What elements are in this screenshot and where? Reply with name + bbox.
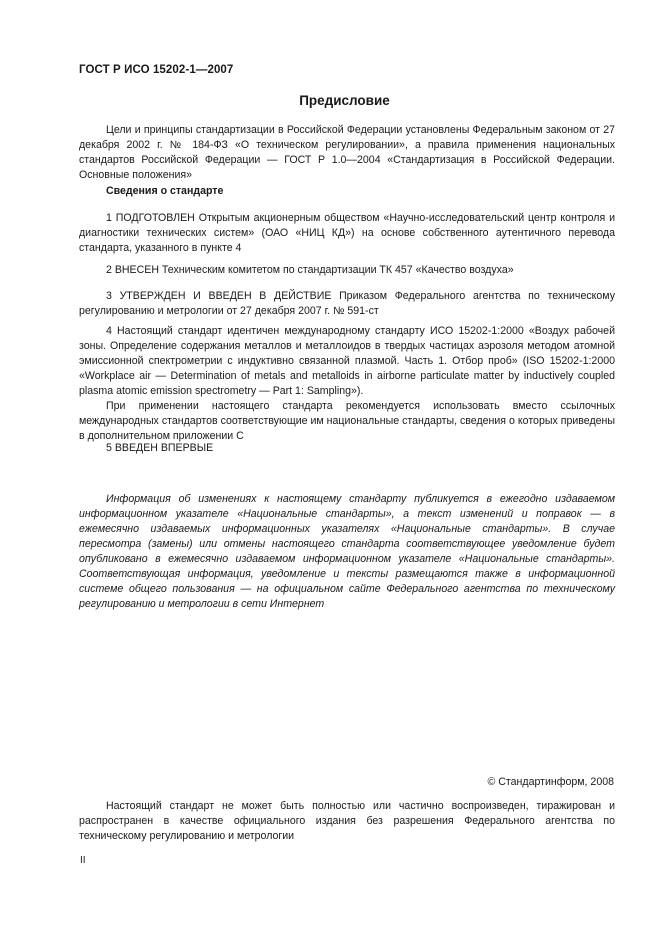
page-number: II	[80, 855, 86, 866]
changes-notice: Информация об изменениях к настоящему стандарту публикуется в ежегодно издаваемом информационном указателе «Национальные стандарты», а текст изменений и поправок — в ежемесячно издаваемых информационных указателях «Национальные стандарты». В случае пересмотра (замены) или отмены настоящего стандарта соответствующее уведомление будет опубликовано в ежемесячно издаваемом информационном указателе «Национальные стандарты». Соответствующая информация, уведомление и тексты размещаются также в информационной системе общего пользования — на официальном сайте Федерального агентства по техническому регулированию и метрологии в сети Интернет	[79, 493, 615, 610]
item-4: 4 Настоящий стандарт идентичен международному стандарту ИСО 15202-1:2000 «Воздух рабочей зоны. Определение содержания металлов и металлоидов в твердых частицах аэрозоля методом атомной эмиссионной спектрометрии с индуктивно связанной плазмой. Часть 1. Отбор проб» (ISO 15202-1:2000 «Workplace air — Determination of metals and metalloids in airborne particulate matter by inductively coupled plasma atomic emission spectrometry — Part 1: Sampling»).	[79, 325, 615, 397]
copyright-line: © Стандартинформ, 2008	[487, 776, 614, 788]
item-3: 3 УТВЕРЖДЕН И ВВЕДЕН В ДЕЙСТВИЕ Приказом Федерального агентства по техническому регулированию и метрологии от 27 декабря 2007 г. № 591-ст	[79, 290, 615, 317]
intro-section	[79, 123, 615, 183]
changes-notice-section	[79, 492, 615, 612]
item-4-note: При применении настоящего стандарта рекомендуется использовать вместо ссылочных международных стандартов соответствующие им национальные стандарты, сведения о которых приведены в дополнительном приложении С	[79, 400, 615, 442]
item-3-section	[79, 289, 615, 319]
page-title: Предисловие	[299, 93, 390, 108]
reproduction-notice-section	[79, 799, 615, 844]
info-heading: Сведения о стандарте	[106, 185, 224, 197]
standard-code-header: ГОСТ Р ИСО 15202-1—2007	[79, 64, 234, 76]
intro-paragraph: Цели и принципы стандартизации в Российской Федерации установлены Федеральным законом от 27 декабря 2002 г. № 184-ФЗ «О техническом регулировании», а правила применения национальных стандартов Российской Федерации — ГОСТ Р 1.0—2004 «Стандартизация в Российской Федерации. Основные положения»	[79, 124, 615, 181]
item-4-section	[79, 324, 615, 444]
reproduction-notice: Настоящий стандарт не может быть полностью или частично воспроизведен, тиражирован и распространен в качестве официального издания без разрешения Федерального агентства по техническому регулированию и метрологии	[79, 800, 615, 842]
item-5-section	[79, 441, 615, 456]
item-5: 5 ВВЕДЕН ВПЕРВЫЕ	[106, 442, 214, 454]
item-1-section	[79, 211, 615, 256]
info-heading-section	[79, 184, 615, 199]
item-2-section	[79, 263, 615, 278]
item-1: 1 ПОДГОТОВЛЕН Открытым акционерным обществом «Научно-исследовательский центр контроля и диагностики технических систем» (ОАО «НИЦ КД») на основе собственного аутентичного перевода стандарта, указанного в пункте 4	[79, 212, 615, 254]
item-2: 2 ВНЕСЕН Техническим комитетом по стандартизации ТК 457 «Качество воздуха»	[106, 264, 514, 276]
